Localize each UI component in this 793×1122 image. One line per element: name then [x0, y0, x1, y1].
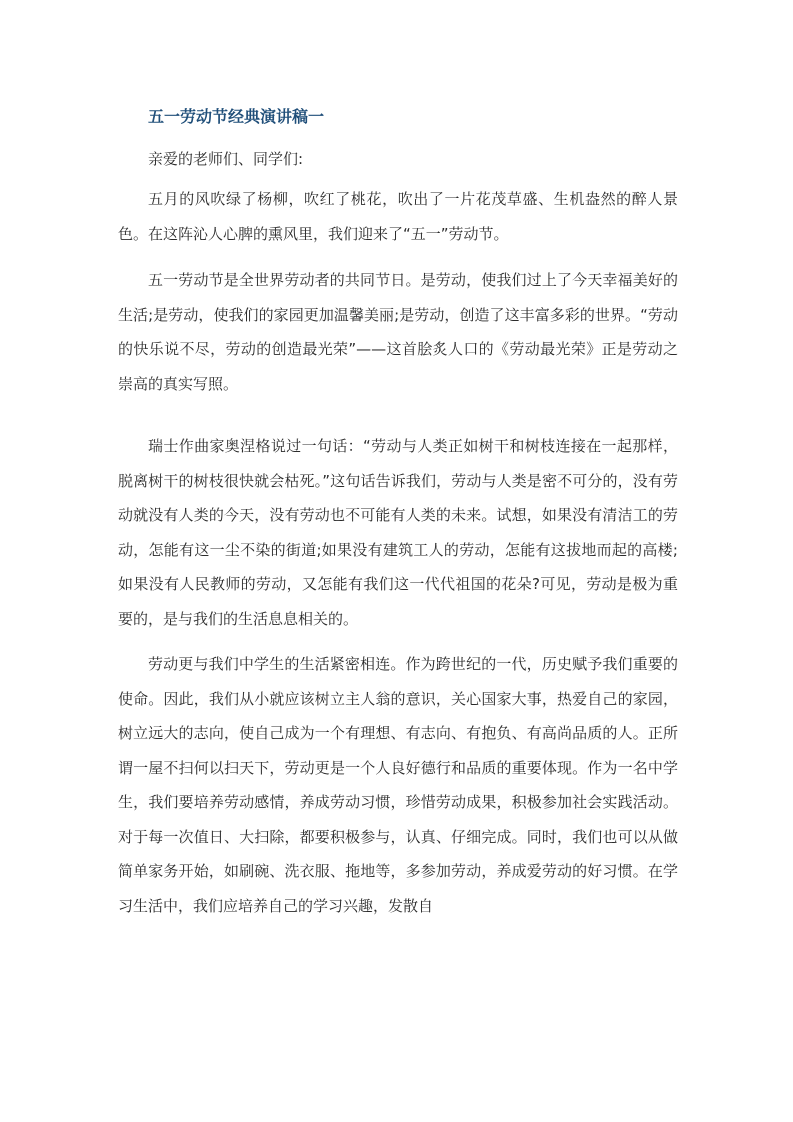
paragraph-4: 劳动更与我们中学生的生活紧密相连。作为跨世纪的一代，历史赋予我们重要的使命。因此，我们从小就应该树立主人翁的意识，关心国家大事，热爱自己的家园，树立远大的志向，使自己成为一个有理想、有志向、有抱负、有高尚品质的人。正所谓一屋不扫何以扫天下，劳动更是一个人良好德行和品质的重要体现。作为一名中学生，我们要培养劳动感情，养成劳动习惯，珍惜劳动成果，积极参加社会实践活动。对于每一次值日、大扫除，都要积极参与，认真、仔细完成。同时，我们也可以从做简单家务开始，如刷碗、洗衣服、拖地等，多参加劳动，养成爱劳动的好习惯。在学习生活中，我们应培养自己的学习兴趣，发散自	[118, 655, 678, 915]
paragraph-2: 五一劳动节是全世界劳动者的共同节日。是劳动，使我们过上了今天幸福美好的生活;是劳动，使我们的家园更加温馨美丽;是劳动，创造了这丰富多彩的世界。“劳动的快乐说不尽，劳动的创造最光荣”——这首脍炙人口的《劳动最光荣》正是劳动之崇高的真实写照。	[118, 271, 678, 393]
paragraph-3: 瑞士作曲家奥涅格说过一句话：“劳动与人类正如树干和树枝连接在一起那样，脱离树干的树枝很快就会枯死。”这句话告诉我们，劳动与人类是密不可分的，没有劳动就没有人类的今天，没有劳动也不可能有人类的未来。试想，如果没有清洁工的劳动，怎能有这一尘不染的街道;如果没有建筑工人的劳动，怎能有这拔地而起的高楼;如果没有人民教师的劳动，又怎能有我们这一代代祖国的花朵?可见，劳动是极为重要的，是与我们的生活息息相关的。	[118, 437, 678, 628]
document-title: 五一劳动节经典演讲稿一	[148, 107, 325, 126]
paragraph-1: 五月的风吹绿了杨柳，吹红了桃花，吹出了一片花茂草盛、生机盎然的醉人景色。在这阵沁人心脾的熏风里，我们迎来了“五一”劳动节。	[118, 190, 678, 243]
greeting-line: 亲爱的老师们、同学们:	[148, 150, 304, 168]
